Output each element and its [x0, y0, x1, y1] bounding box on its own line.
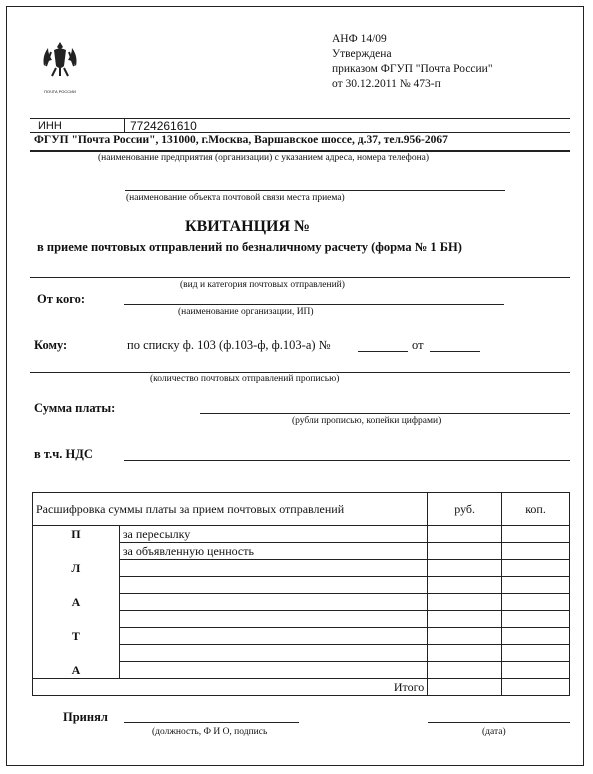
table-row: [33, 611, 570, 628]
table-row: [33, 645, 570, 662]
kop-cell[interactable]: [502, 526, 570, 543]
post-logo: [38, 38, 82, 94]
letter: А: [33, 594, 120, 611]
kop-cell[interactable]: [502, 543, 570, 560]
org-underline: [30, 150, 570, 152]
table-row: [33, 543, 570, 560]
header-kop: коп.: [502, 493, 570, 526]
total-row: [33, 679, 570, 696]
approved-label: Утверждена: [332, 48, 392, 60]
eagle-emblem-icon: [38, 38, 82, 84]
inn-bottom-line: [30, 132, 570, 133]
row-label: за объявленную ценность: [119, 543, 427, 560]
inn-top-line: [30, 118, 570, 119]
letter: П: [33, 526, 120, 543]
signature-hint: (должность, Ф И О, подпись: [152, 727, 268, 737]
vat-label: в т.ч. НДС: [34, 447, 93, 461]
organization-hint: (наименование предприятия (организации) с указанием адреса, номера телефона): [98, 153, 430, 163]
from-hint: (наименование организации, ИП): [178, 307, 314, 317]
kind-line: [30, 277, 570, 278]
date-hint: (дата): [482, 727, 506, 737]
rub-cell[interactable]: [428, 543, 502, 560]
letter: А: [33, 662, 120, 679]
to-label: Кому:: [34, 338, 68, 352]
count-hint: (количество почтовых отправлений прописью): [150, 374, 340, 384]
from-line: [124, 304, 504, 305]
from-label: От кого:: [37, 292, 86, 306]
letter: Л: [33, 560, 120, 577]
organization-line: ФГУП "Почта России", 131000, г.Москва, Варшавское шоссе, д.37, тел.956-2067: [34, 134, 448, 146]
inn-label: ИНН: [38, 120, 62, 132]
count-line: [30, 372, 570, 373]
header-rub: руб.: [428, 493, 502, 526]
rub-cell[interactable]: [428, 526, 502, 543]
breakdown-table: [32, 492, 570, 696]
to-list-text: по списку ф. 103 (ф.103-ф, ф.103-а) №: [127, 338, 331, 352]
receipt-subtitle: в приеме почтовых отправлений по безналичному расчету (форма № 1 БН): [37, 240, 462, 254]
table-header: [33, 493, 570, 526]
to-from-word: от: [412, 338, 424, 352]
table-row: [33, 577, 570, 594]
table-row: [33, 560, 570, 577]
inn-divider: [124, 118, 125, 132]
letter: Т: [33, 628, 120, 645]
table-row: [33, 594, 570, 611]
date-line: [428, 722, 570, 723]
inn-value: 7724261610: [130, 119, 197, 133]
table-row: [33, 628, 570, 645]
post-office-line: [125, 190, 505, 191]
list-number-line: [358, 351, 408, 352]
table-row: [33, 662, 570, 679]
logo-caption: ПОЧТА РОССИИ: [44, 89, 76, 94]
list-date-line: [430, 351, 480, 352]
header-description: Расшифровка суммы платы за прием почтовых отправлений: [33, 493, 428, 526]
total-label: Итого: [33, 679, 428, 696]
row-label: за пересылку: [119, 526, 427, 543]
approval-order: приказом ФГУП "Почта России": [332, 63, 493, 75]
total-kop[interactable]: [502, 679, 570, 696]
post-office-hint: (наименование объекта почтовой связи места приема): [126, 193, 345, 203]
sum-hint: (рубли прописью, копейки цифрами): [292, 416, 442, 426]
vat-line: [124, 460, 570, 461]
form-code: АНФ 14/09: [332, 33, 387, 45]
approval-date: от 30.12.2011 № 473-п: [332, 78, 441, 90]
kind-hint: (вид и категория почтовых отправлений): [180, 280, 345, 290]
receipt-title: КВИТАНЦИЯ №: [185, 218, 311, 235]
sum-label: Сумма платы:: [34, 401, 116, 415]
total-rub[interactable]: [428, 679, 502, 696]
sum-line: [200, 413, 570, 414]
accepted-label: Принял: [63, 710, 108, 724]
table-row: [33, 526, 570, 543]
approval-block: [332, 32, 493, 92]
signature-line: [124, 722, 299, 723]
